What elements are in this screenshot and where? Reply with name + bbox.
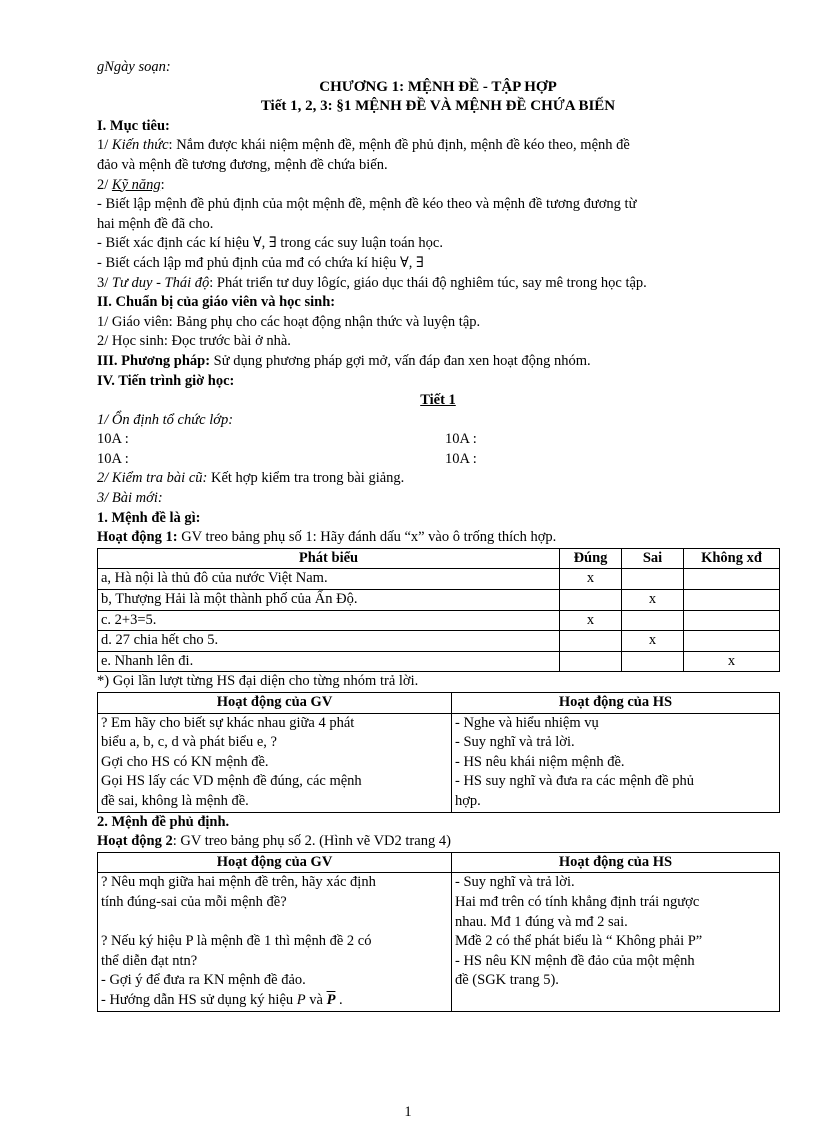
undetermined-cell bbox=[684, 610, 780, 631]
class-org: 1/ Ổn định tổ chức lớp: bbox=[97, 411, 234, 428]
statement-cell: b, Thượng Hải là một thành phố của Ấn Độ. bbox=[98, 590, 560, 611]
true-cell: x bbox=[560, 569, 622, 590]
undetermined-cell bbox=[684, 569, 780, 590]
method-heading: III. Phương pháp: bbox=[97, 352, 211, 369]
table-row bbox=[98, 631, 780, 652]
gv-header: Hoạt động của GV bbox=[98, 693, 452, 714]
hs-header: Hoạt động của HS bbox=[452, 693, 780, 714]
statements-header-row bbox=[98, 548, 780, 569]
false-cell: x bbox=[622, 590, 684, 611]
false-cell bbox=[622, 651, 684, 672]
header-undetermined: Không xđ bbox=[684, 548, 780, 569]
activity2-line: Hoạt động 2: GV treo bảng phụ số 2. (Hình vẽ VD2 trang 4) bbox=[97, 833, 451, 850]
gv-activities: ? Nêu mqh giữa hai mệnh đề trên, hãy xác định tính đúng-sai của mỗi mệnh đề? ? Nếu ký hiệu P là mệnh đề 1 thì mệnh đề 2 có thể diễn đạt ntn? - Gợi ý để đưa ra KN mệnh đề đảo. - Hướng dẫn HS sử dụng ký hiệu P và $\overline{P}$ . bbox=[98, 873, 452, 1011]
hs-header: Hoạt động của HS bbox=[452, 852, 780, 873]
skills-label-line: 2/ Kỹ năng: bbox=[97, 176, 165, 193]
header-statement: Phát biểu bbox=[98, 548, 560, 569]
statements-table bbox=[97, 548, 780, 673]
undetermined-cell: x bbox=[684, 651, 780, 672]
lesson-title: Tiết 1, 2, 3: §1 MỆNH ĐỀ VÀ MỆNH ĐỀ CHỨA BIẾN bbox=[260, 98, 616, 115]
header-false: Sai bbox=[622, 548, 684, 569]
process-heading: IV. Tiến trình giờ học: bbox=[97, 372, 235, 389]
true-cell bbox=[560, 651, 622, 672]
true-cell bbox=[560, 590, 622, 611]
chapter-title: CHƯƠNG 1: MỆNH ĐỀ - TẬP HỢP bbox=[319, 78, 557, 95]
section1-heading: 1. Mệnh đề là gì: bbox=[97, 509, 201, 526]
preparation-student: 2/ Học sinh: Đọc trước bài ở nhà. bbox=[97, 333, 291, 350]
table-row bbox=[98, 610, 780, 631]
knowledge-line-2: đảo và mệnh đề tương đương, mệnh đề chứa biến. bbox=[97, 156, 388, 173]
statement-cell: e. Nhanh lên đi. bbox=[98, 651, 560, 672]
prep-date: gNgày soạn: bbox=[97, 59, 171, 75]
attitude-line: 3/ Tư duy - Thái độ: Phát triển tư duy lôgíc, giáo dục thái độ nghiêm túc, say mê trong học tập. bbox=[97, 274, 647, 291]
activity1-header-row bbox=[98, 693, 780, 714]
skill-2: - Biết xác định các kí hiệu ∀, ∃ trong các suy luận toán học. bbox=[97, 235, 443, 252]
skill-3: - Biết cách lập mđ phủ định của mđ có chứa kí hiệu ∀, ∃ bbox=[97, 254, 424, 271]
true-cell bbox=[560, 631, 622, 652]
knowledge-line-1: 1/ Kiến thức: Nắm được khái niệm mệnh đề, mệnh đề phủ định, mệnh đề kéo theo, mệnh đề bbox=[97, 137, 630, 154]
method-line: III. Phương pháp: Sử dụng phương pháp gợi mở, vấn đáp đan xen hoạt động nhóm. bbox=[97, 352, 591, 369]
statement-cell: c. 2+3=5. bbox=[98, 610, 560, 631]
activity2-table bbox=[97, 852, 780, 1012]
objectives-heading: I. Mục tiêu: bbox=[97, 117, 170, 134]
false-cell: x bbox=[622, 631, 684, 652]
false-cell bbox=[622, 610, 684, 631]
activity2-body-row bbox=[98, 873, 780, 1011]
table-row bbox=[98, 590, 780, 611]
knowledge-label: Kiến thức bbox=[111, 137, 169, 154]
statement-cell: d. 27 chia hết cho 5. bbox=[98, 631, 560, 652]
gv-header: Hoạt động của GV bbox=[98, 852, 452, 873]
preparation-teacher: 1/ Giáo viên: Bảng phụ cho các hoạt động nhận thức và luyện tập. bbox=[97, 313, 481, 330]
section2-heading: 2. Mệnh đề phủ định. bbox=[97, 813, 230, 830]
symbol-p: P bbox=[296, 991, 306, 1008]
page-number: 1 bbox=[404, 1104, 412, 1120]
hs-activities: - Nghe và hiểu nhiệm vụ - Suy nghĩ và trả lời. - HS nêu khái niệm mệnh đề. - HS suy nghĩ và đưa ra các mệnh đề phủ hợp. bbox=[452, 713, 780, 812]
hs-activities: - Suy nghĩ và trả lời. Hai mđ trên có tính khẳng định trái ngược nhau. Mđ 1 đúng và mđ 2 sai. Mđề 2 có thể phát biểu là “ Không phải P” - HS nêu KN mệnh đề đảo của một mệnh đề (SGK trang 5). bbox=[452, 873, 780, 1011]
document-page bbox=[97, 58, 779, 1012]
activity2-header-row bbox=[98, 852, 780, 873]
period-title: Tiết 1 bbox=[420, 392, 456, 409]
table-row bbox=[98, 569, 780, 590]
activity1-line: Hoạt động 1: GV treo bảng phụ số 1: Hãy đánh dấu “x” vào ô trống thích hợp. bbox=[97, 529, 557, 546]
table-row bbox=[98, 651, 780, 672]
activity1-body-row bbox=[98, 713, 780, 812]
class-row-2: 10A : 10A : bbox=[97, 450, 477, 467]
undetermined-cell bbox=[684, 590, 780, 611]
activity1-table bbox=[97, 692, 780, 813]
false-cell bbox=[622, 569, 684, 590]
header-true: Đúng bbox=[560, 548, 622, 569]
skill-1b: hai mệnh đề đã cho. bbox=[97, 215, 214, 232]
gv-activities: ? Em hãy cho biết sự khác nhau giữa 4 phát biểu a, b, c, d và phát biểu e, ? Gợi cho HS có KN mệnh đề. Gọi HS lấy các VD mệnh đề đúng, các mệnh đề sai, không là mệnh đề. bbox=[98, 713, 452, 812]
old-lesson-line: 2/ Kiểm tra bài cũ: Kết hợp kiểm tra trong bài giảng. bbox=[97, 470, 405, 487]
new-lesson: 3/ Bài mới: bbox=[97, 490, 163, 507]
symbol-p-bar: $\overline{P}$ bbox=[326, 991, 336, 1008]
attitude-label: Tư duy - Thái độ bbox=[111, 274, 210, 291]
skill-1a: - Biết lập mệnh đề phủ định của một mệnh đề, mệnh đề kéo theo và mệnh đề tương đương từ bbox=[97, 196, 637, 213]
undetermined-cell bbox=[684, 631, 780, 652]
symbol-guide-line: - Hướng dẫn HS sử dụng ký hiệu P và $\overline{P}$ . bbox=[101, 991, 448, 1011]
group-note: *) Gọi lần lượt từng HS đại diện cho từng nhóm trả lời. bbox=[97, 673, 419, 690]
statement-cell: a, Hà nội là thủ đô của nước Việt Nam. bbox=[98, 569, 560, 590]
class-row-1: 10A : 10A : bbox=[97, 431, 477, 448]
true-cell: x bbox=[560, 610, 622, 631]
preparation-heading: II. Chuẩn bị của giáo viên và học sinh: bbox=[97, 294, 336, 311]
skills-label: Kỹ năng bbox=[111, 176, 161, 193]
